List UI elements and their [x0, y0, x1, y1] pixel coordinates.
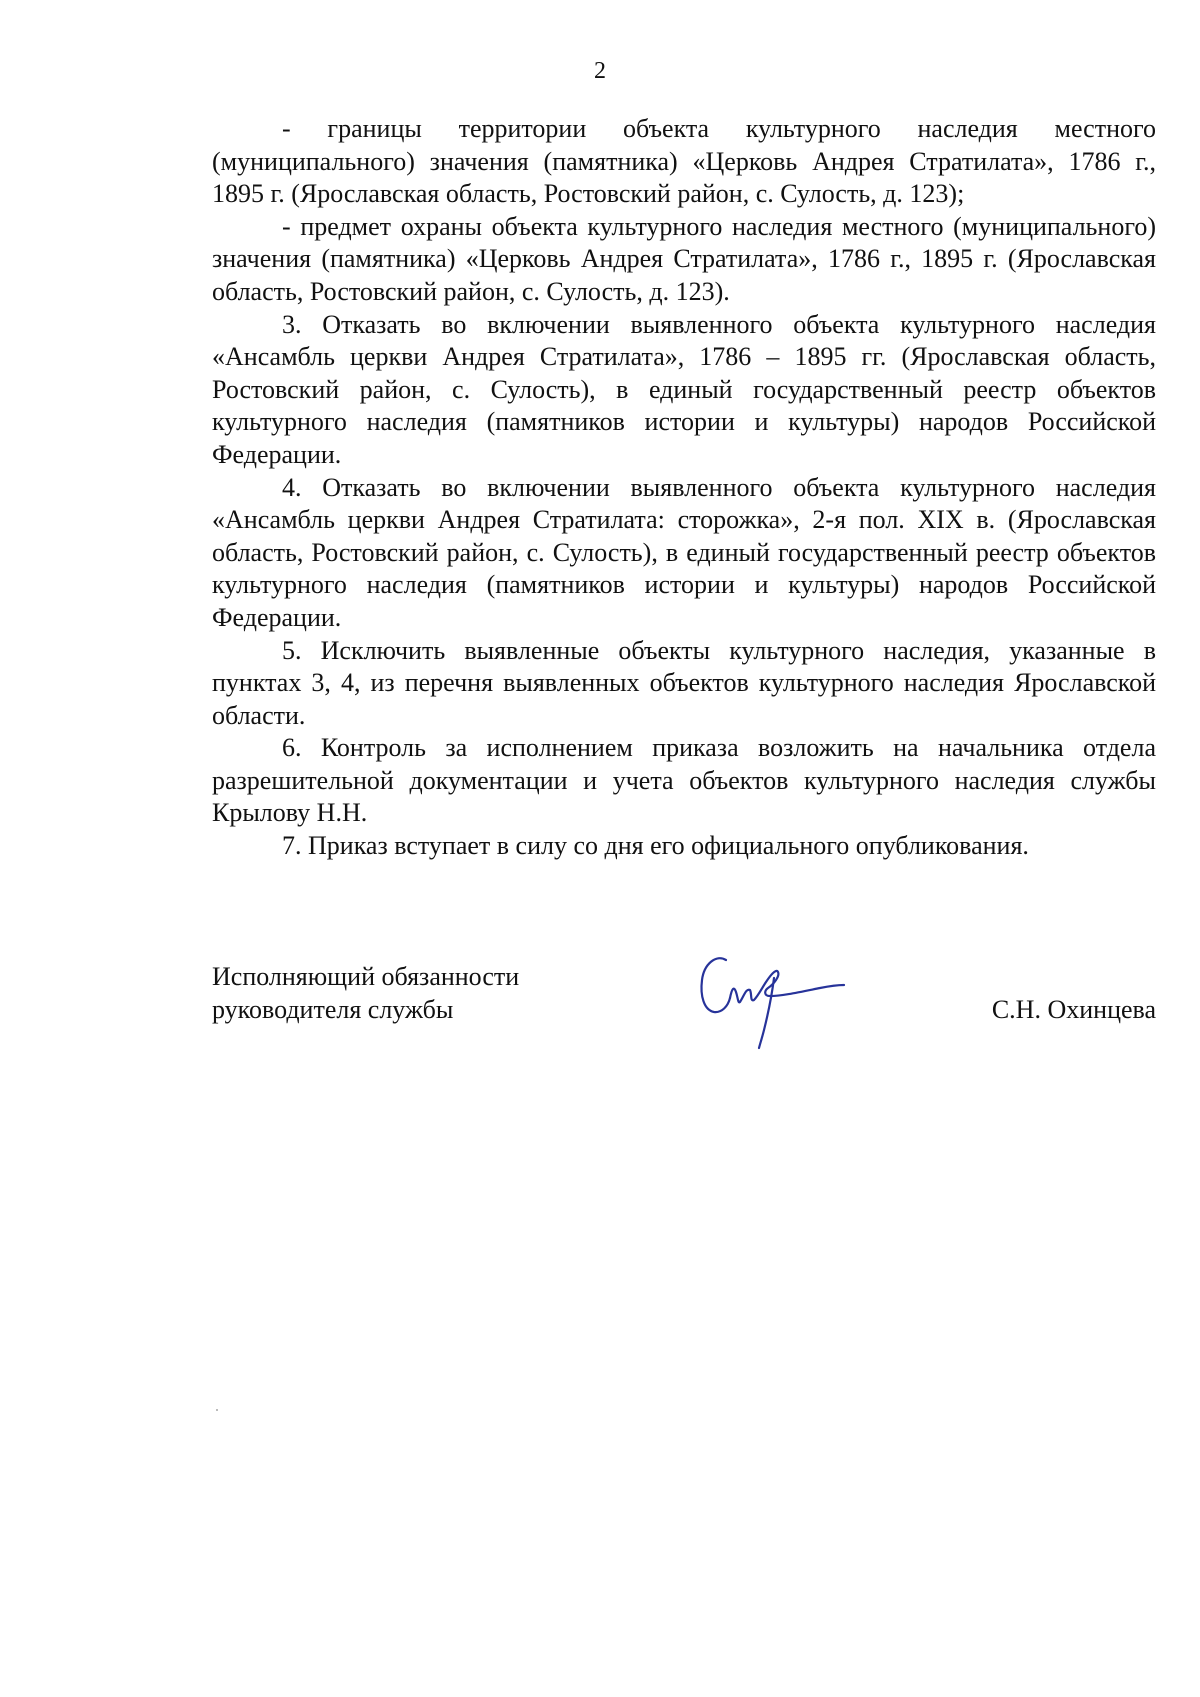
- signatory-title-line-1: Исполняющий обязанности: [212, 962, 520, 991]
- signature-block: [212, 960, 1156, 1080]
- paragraph-item-3: 3. Отказать во включении выявленного объекта культурного наследия «Ансамбль церкви Андрея Стратилата», 1786 – 1895 гг. (Ярославская область, Ростовский район, с. Сулость), в единый государственный реестр объектов культурного наследия (памятников истории и культуры) народов Российской Федерации.: [212, 309, 1156, 469]
- signatory-title-line-2: руководителя службы: [212, 995, 454, 1024]
- paragraph-item-5: 5. Исключить выявленные объекты культурного наследия, указанные в пунктах 3, 4, из перечня выявленных объектов культурного наследия Ярославской области.: [212, 635, 1156, 730]
- paragraph-boundaries: - границы территории объекта культурного наследия местного (муниципального) значения (памятника) «Церковь Андрея Стратилата», 1786 г., 1895 г. (Ярославская область, Ростовский район, с. Сулость, д. 123);: [212, 114, 1156, 209]
- paragraph-item-4: 4. Отказать во включении выявленного объекта культурного наследия «Ансамбль церкви Андрея Стратилата: сторожка», 2-я пол. XIX в. (Ярославская область, Ростовский район, с. Сулость), в единый государственный реестр объектов культурного наследия (памятников истории и культуры) народов Российской Федерации.: [212, 472, 1156, 632]
- scan-speck: [216, 1409, 218, 1411]
- page-number: 2: [594, 58, 606, 84]
- handwritten-signature: [690, 938, 850, 1058]
- paragraph-item-7: 7. Приказ вступает в силу со дня его официального опубликования.: [282, 831, 1029, 861]
- signatory-name: С.Н. Охинцева: [991, 995, 1156, 1024]
- paragraph-protection-subject: - предмет охраны объекта культурного наследия местного (муниципального) значения (памятника) «Церковь Андрея Стратилата», 1786 г., 1895 г. (Ярославская область, Ростовский район, с. Сулость, д. 123).: [212, 211, 1156, 306]
- signatory-title: [212, 960, 632, 1026]
- paragraph-item-6: 6. Контроль за исполнением приказа возложить на начальника отдела разрешительной документации и учета объектов культурного наследия службы Крылову Н.Н.: [212, 733, 1156, 828]
- document-body: [212, 113, 1156, 863]
